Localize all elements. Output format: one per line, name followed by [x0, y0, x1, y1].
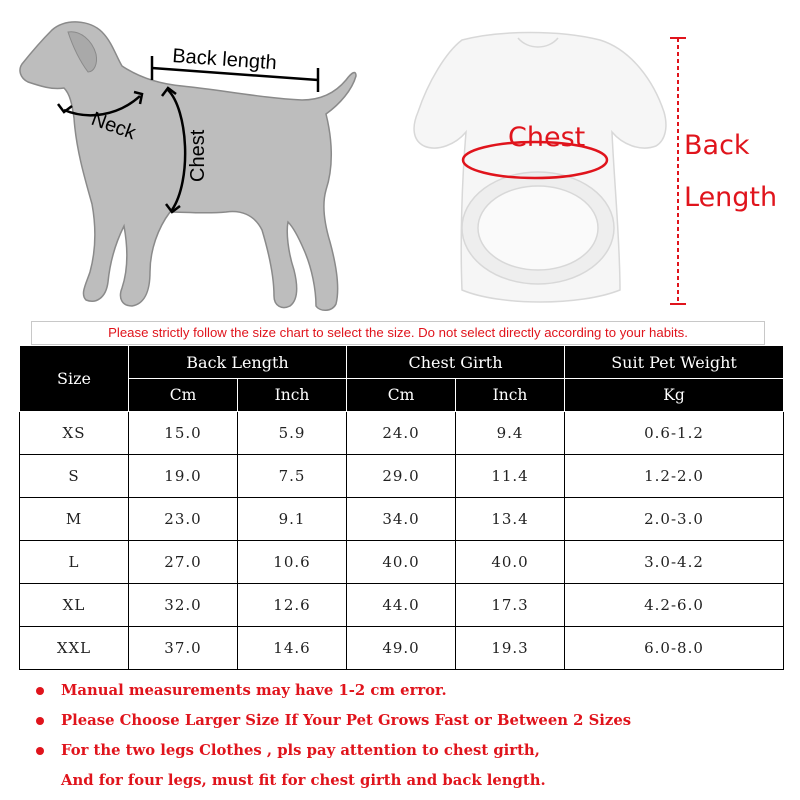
table-cell: 15.0 [129, 412, 238, 455]
table-cell: 27.0 [129, 541, 238, 584]
table-cell: 17.3 [456, 584, 565, 627]
table-cell: 10.6 [238, 541, 347, 584]
table-row [20, 627, 784, 670]
length-label-sweater: Length [684, 182, 778, 213]
table-row [20, 498, 784, 541]
table-cell: 4.2-6.0 [565, 584, 784, 627]
table-cell: 2.0-3.0 [565, 498, 784, 541]
table-cell: 29.0 [347, 455, 456, 498]
table-cell: 3.0-4.2 [565, 541, 784, 584]
table-cell: 6.0-8.0 [565, 627, 784, 670]
table-row [20, 455, 784, 498]
table-cell: 5.9 [238, 412, 347, 455]
note-text: Manual measurements may have 1-2 cm error. [61, 682, 447, 699]
note-continuation: And for four legs, must fit for chest girth and back length. [61, 772, 546, 789]
chest-girth-header: Chest Girth [347, 346, 565, 379]
chest-label-dog: Chest [187, 129, 209, 182]
table-cell: 24.0 [347, 412, 456, 455]
notes-list [36, 676, 796, 796]
table-row [20, 412, 784, 455]
table-cell: XS [20, 412, 129, 455]
table-cell: 1.2-2.0 [565, 455, 784, 498]
size-column-header: Size [20, 346, 129, 412]
table-cell: S [20, 455, 129, 498]
sweater [414, 33, 666, 303]
table-cell: 40.0 [347, 541, 456, 584]
table-cell: 11.4 [456, 455, 565, 498]
illustration-svg [0, 0, 800, 320]
size-chart-table [19, 345, 784, 670]
chest-label-sweater: Chest [508, 122, 586, 153]
unit-header: Cm [129, 379, 238, 412]
table-cell: 12.6 [238, 584, 347, 627]
note-item [36, 736, 796, 766]
note-text: For the two legs Clothes , pls pay attention to chest girth, [61, 742, 540, 759]
table-cell: 19.0 [129, 455, 238, 498]
table-cell: 13.4 [456, 498, 565, 541]
back-label-sweater: Back [684, 130, 750, 161]
table-cell: XXL [20, 627, 129, 670]
note-text: Please Choose Larger Size If Your Pet Grows Fast or Between 2 Sizes [61, 712, 632, 729]
table-cell: 34.0 [347, 498, 456, 541]
table-cell: 0.6-1.2 [565, 412, 784, 455]
unit-header: Kg [565, 379, 784, 412]
table-cell: M [20, 498, 129, 541]
table-row [20, 541, 784, 584]
table-cell: L [20, 541, 129, 584]
warning-banner: Please strictly follow the size chart to select the size. Do not select directly according to your habits. [31, 321, 765, 345]
measurement-illustration [0, 0, 800, 320]
neck-label: Neck [88, 108, 139, 145]
bullet-icon [36, 717, 44, 725]
table-cell: 49.0 [347, 627, 456, 670]
table-cell: 9.1 [238, 498, 347, 541]
table-cell: 40.0 [456, 541, 565, 584]
sweater-back-length-arrow [670, 38, 686, 304]
bullet-icon [36, 687, 44, 695]
back-length-label: Back length [171, 45, 278, 75]
table-cell: 37.0 [129, 627, 238, 670]
table-cell: 32.0 [129, 584, 238, 627]
pet-weight-header: Suit Pet Weight [565, 346, 784, 379]
unit-header: Inch [456, 379, 565, 412]
unit-header: Inch [238, 379, 347, 412]
bullet-icon [36, 747, 44, 755]
table-cell: 19.3 [456, 627, 565, 670]
back-length-header: Back Length [129, 346, 347, 379]
table-cell: 23.0 [129, 498, 238, 541]
table-cell: XL [20, 584, 129, 627]
note-item [36, 676, 796, 706]
table-cell: 9.4 [456, 412, 565, 455]
table-cell: 44.0 [347, 584, 456, 627]
unit-header: Cm [347, 379, 456, 412]
table-cell: 7.5 [238, 455, 347, 498]
table-cell: 14.6 [238, 627, 347, 670]
table-row [20, 584, 784, 627]
note-item [36, 706, 796, 736]
